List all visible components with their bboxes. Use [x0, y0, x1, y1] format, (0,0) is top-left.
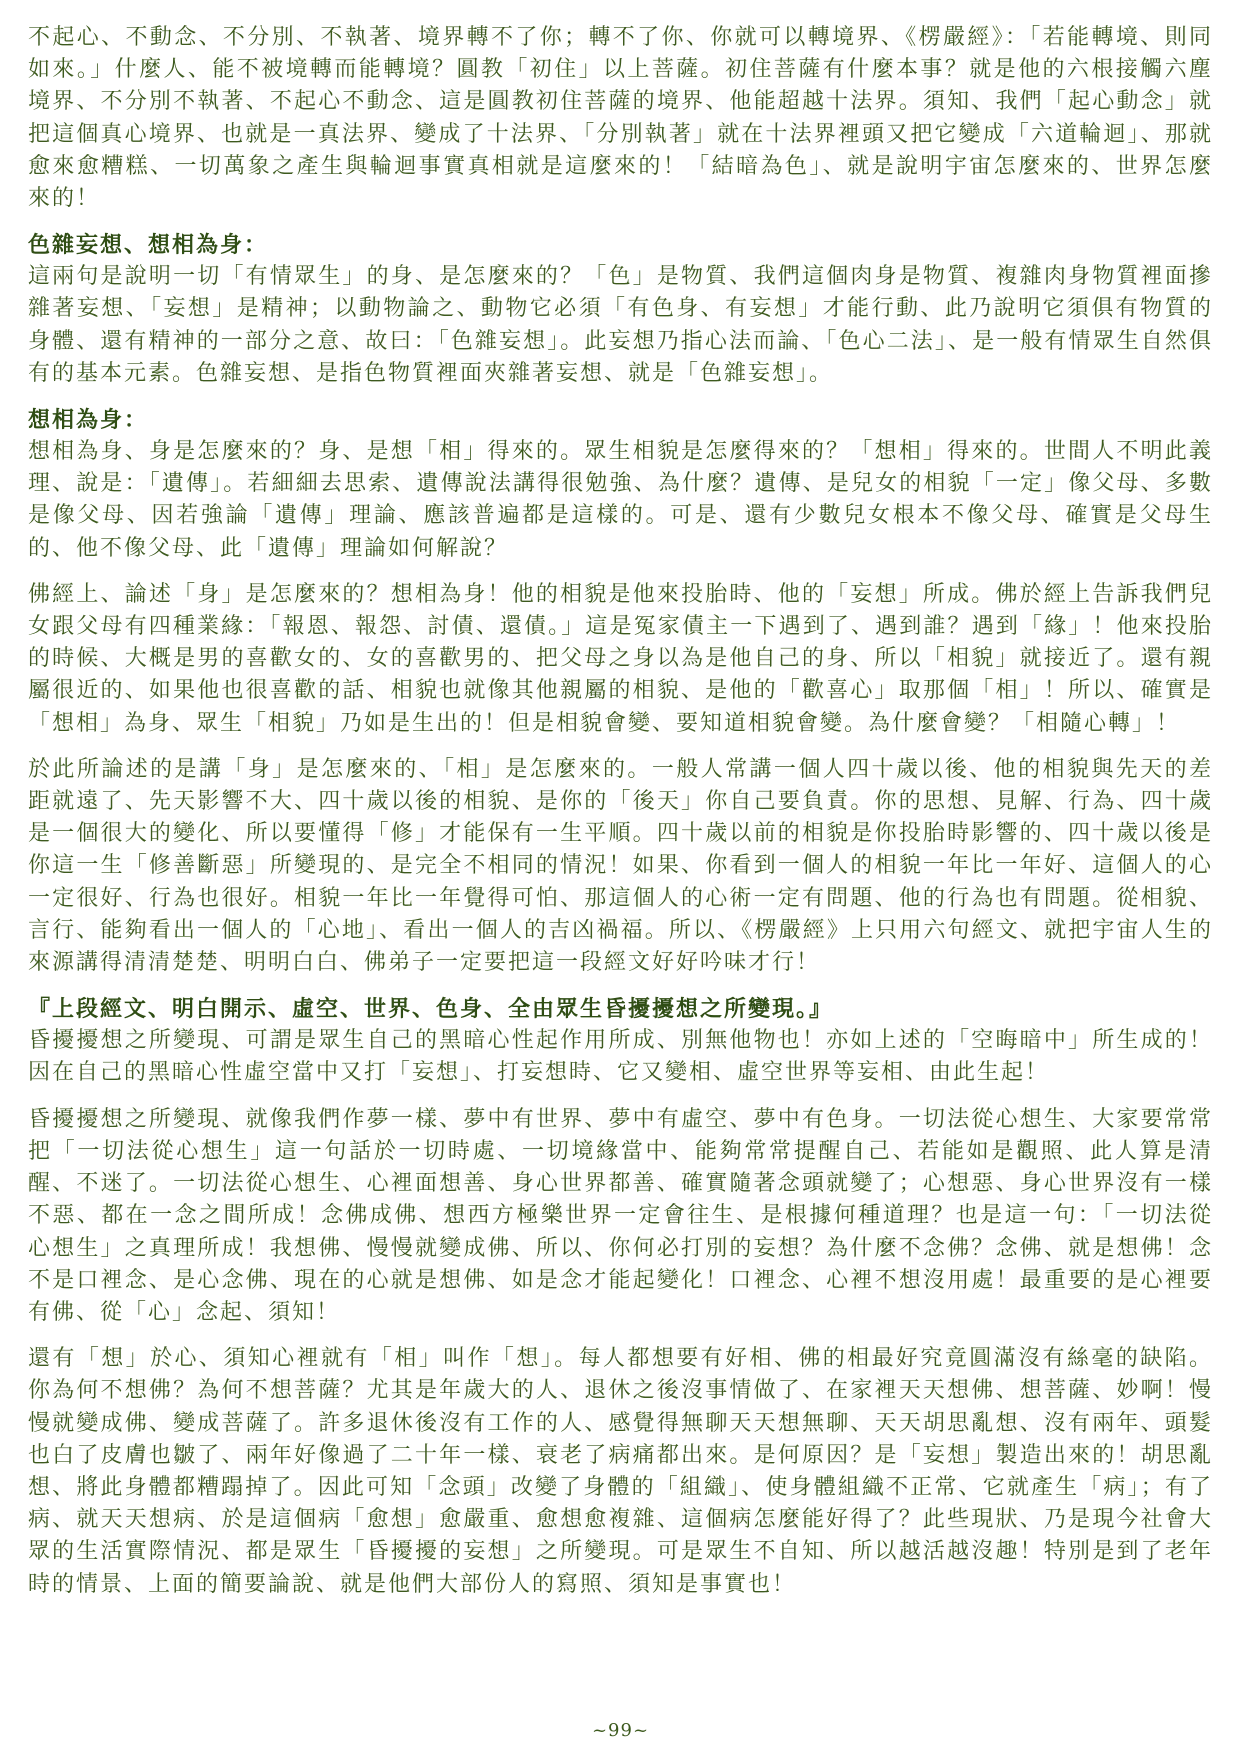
- spacer: [28, 1329, 1213, 1343]
- paragraph-se-za: 這兩句是說明一切「有情眾生」的身、是怎麼來的？「色」是物質、我們這個肉身是物質、複雜肉身物質裡面摻雜著妄想、「妄想」是精神；以動物論之、動物它必須「有色身、有妄想」才能行動、此乃說明它須俱有物質的身體、還有精神的一部分之意、故曰：「色雜妄想」。此妄想乃指心法而論、「色心二法」、是一般有情眾生自然俱有的基本元素。色雜妄想、是指色物質裡面夾雜著妄想、就是「色雜妄想」。: [28, 264, 1213, 386]
- document-body: [28, 22, 1213, 1601]
- heading-se-za-wang-xiang: 色雜妄想、想相為身：: [28, 232, 269, 259]
- paragraph-intro: 不起心、不動念、不分別、不執著、境界轉不了你；轉不了你、你就可以轉境界、《楞嚴經》：「若能轉境、則同如來。」什麼人、能不被境轉而能轉境？圓教「初住」以上菩薩。初住菩薩有什麼本事？就是他的六根接觸六塵境界、不分別不執著、不起心不動念、這是圓教初住菩薩的境界、他能超越十法界。須知、我們「起心動念」就把這個真心境界、也就是一真法界、變成了十法界、「分別執著」就在十法界裡頭又把它變成「六道輪迴」、那就愈來愈糟糕、一切萬象之產生與輪迴事實真相就是這麼來的！「結暗為色」、就是說明宇宙怎麼來的、世界怎麼來的！: [28, 25, 1213, 212]
- page-number: ~99~: [591, 1720, 650, 1741]
- paragraph-xiang-xiang: 想相為身、身是怎麼來的？身、是想「相」得來的。眾生相貌是怎麼得來的？「想相」得來的。世間人不明此義理、說是：「遺傳」。若細細去思索、遺傳說法講得很勉強、為什麼？遺傳、是兒女的相貌「一定」像父母、多數是像父母、因若強論「遺傳」理論、應該普遍都是這樣的。可是、還有少數兒女根本不像父母、確實是父母生的、他不像父母、此「遺傳」理論如何解說？: [28, 439, 1213, 561]
- paragraph-hun-rao-1: 昏擾擾想之所變現、可謂是眾生自己的黑暗心性起作用所成、別無他物也！亦如上述的「空晦暗中」所生成的！因在自己的黑暗心性虛空當中又打「妄想」、打妄想時、它又變相、虛空世界等妄相、由此生起！: [28, 1028, 1213, 1086]
- paragraph-hun-rao-2: 昏擾擾想之所變現、就像我們作夢一樣、夢中有世界、夢中有虛空、夢中有色身。一切法從心想生、大家要常常把「一切法從心想生」這一句話於一切時處、一切境緣當中、能夠常常提醒自己、若能如是觀照、此人算是清醒、不迷了。一切法從心想生、心裡面想善、身心世界都善、確實隨著念頭就變了；心想惡、身心世界沒有一樣不惡、都在一念之間所成！念佛成佛、想西方極樂世界一定會往生、是根據何種道理？也是這一句：「一切法從心想生」之真理所成！我想佛、慢慢就變成佛、所以、你何必打別的妄想？為什麼不念佛？念佛、就是想佛！念不是口裡念、是心念佛、現在的心就是想佛、如是念才能起變化！口裡念、心裡不想沒用處！最重要的是心裡要有佛、從「心」念起、須知！: [28, 1106, 1213, 1325]
- heading-quoted-sutra: 『上段經文、明白開示、虛空、世界、色身、全由眾生昏擾擾想之所變現。』: [28, 996, 834, 1023]
- spacer: [28, 740, 1213, 754]
- paragraph-fo-jing: 佛經上、論述「身」是怎麼來的？想相為身！他的相貌是他來投胎時、他的「妄想」所成。佛於經上告訴我們兒女跟父母有四種業緣：「報恩、報怨、討債、還債。」這是冤家債主一下遇到了、遇到誰？遇到「緣」！他來投胎的時候、大概是男的喜歡女的、女的喜歡男的、把父母之身以為是他自己的身、所以「相貌」就接近了。還有親屬很近的、如果他也很喜歡的話、相貌也就像其他親屬的相貌、是他的「歡喜心」取那個「相」！所以、確實是「想相」為身、眾生「相貌」乃如是生出的！但是相貌會變、要知道相貌會變。為什麼會變？「相隨心轉」！: [28, 581, 1213, 736]
- spacer: [28, 215, 1213, 229]
- spacer: [28, 390, 1213, 404]
- paragraph-si-shi-sui: 於此所論述的是講「身」是怎麼來的、「相」是怎麼來的。一般人常講一個人四十歲以後、他的相貌與先天的差距就遠了、先天影響不大、四十歲以後的相貌、是你的「後天」你自己要負責。你的思想、見解、行為、四十歲是一個很大的變化、所以要懂得「修」才能保有一生平順。四十歲以前的相貌是你投胎時影響的、四十歲以後是你這一生「修善斷惡」所變現的、是完全不相同的情況！如果、你看到一個人的相貌一年比一年好、這個人的心一定很好、行為也很好。相貌一年比一年覺得可怕、那這個人的心術一定有問題、他的行為也有問題。從相貌、言行、能夠看出一個人的「心地」、看出一個人的吉凶禍福。所以、《楞嚴經》上只用六句經文、就把宇宙人生的來源講得清清楚楚、明明白白、佛弟子一定要把這一段經文好好吟味才行！: [28, 756, 1213, 976]
- spacer: [28, 979, 1213, 993]
- paragraph-xiang-yu-xin: 還有「想」於心、須知心裡就有「相」叫作「想」。每人都想要有好相、佛的相最好究竟圓滿沒有絲毫的缺陷。你為何不想佛？為何不想菩薩？尤其是年歲大的人、退休之後沒事情做了、在家裡天天想佛、想菩薩、妙啊！慢慢就變成佛、變成菩薩了。許多退休後沒有工作的人、感覺得無聊天天想無聊、天天胡思亂想、沒有兩年、頭髮也白了皮膚也皺了、兩年好像過了二十年一樣、衰老了病痛都出來。是何原因？是「妄想」製造出來的！胡思亂想、將此身體都糟蹋掉了。因此可知「念頭」改變了身體的「組織」、使身體組織不正常、它就產生「病」；有了病、就天天想病、於是這個病「愈想」愈嚴重、愈想愈複雜、這個病怎麼能好得了？此些現狀、乃是現今社會大眾的生活實際情況、都是眾生「昏擾擾的妄想」之所變現。可是眾生不自知、所以越活越沒趣！特別是到了老年時的情景、上面的簡要論說、就是他們大部份人的寫照、須知是事實也！: [28, 1346, 1213, 1597]
- heading-xiang-xiang-wei-shen: 想相為身：: [28, 407, 149, 434]
- spacer: [28, 1090, 1213, 1104]
- spacer: [28, 565, 1213, 579]
